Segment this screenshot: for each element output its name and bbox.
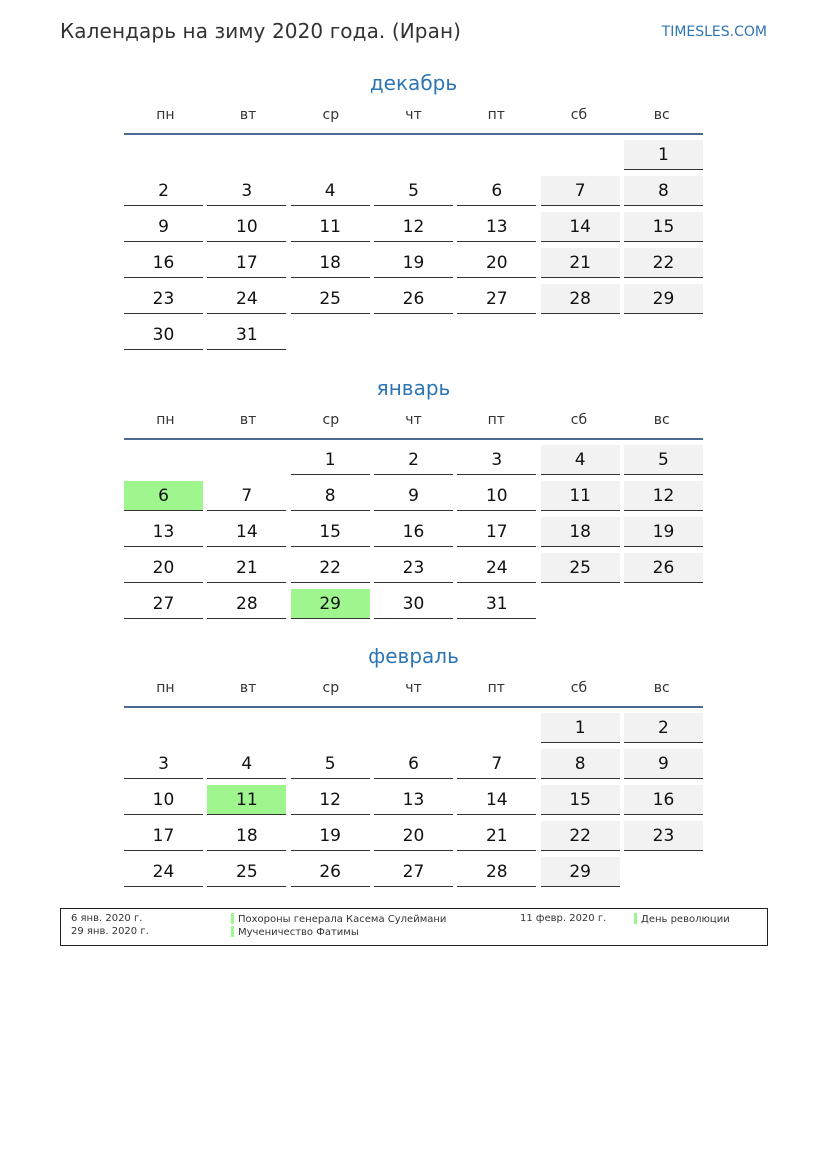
weekday-label: пн bbox=[156, 107, 175, 123]
day-cell: 4 bbox=[207, 749, 286, 779]
day-cell: 27 bbox=[124, 589, 203, 619]
day-cell: 10 bbox=[207, 212, 286, 242]
day-cell: 1 bbox=[624, 140, 703, 170]
legend-date: 6 янв. 2020 г. bbox=[71, 913, 143, 924]
weekday-label: пн bbox=[156, 412, 175, 428]
day-cell: 19 bbox=[624, 517, 703, 547]
day-cell: 2 bbox=[374, 445, 453, 475]
day-cell: 31 bbox=[457, 589, 536, 619]
weekday-label: вт bbox=[239, 107, 257, 123]
day-cell: 29 bbox=[541, 857, 620, 887]
day-cell: 22 bbox=[541, 821, 620, 851]
day-cell: 15 bbox=[624, 212, 703, 242]
day-cell: 18 bbox=[291, 248, 370, 278]
day-cell: 18 bbox=[207, 821, 286, 851]
day-cell: 26 bbox=[291, 857, 370, 887]
day-cell: 3 bbox=[457, 445, 536, 475]
empty-day-cell bbox=[374, 713, 453, 743]
legend-name-text: Мученичество Фатимы bbox=[238, 927, 359, 938]
day-cell: 1 bbox=[291, 445, 370, 475]
weekday-header bbox=[124, 410, 703, 430]
empty-day-cell bbox=[207, 713, 286, 743]
header-rule bbox=[124, 438, 703, 440]
legend-date: 11 февр. 2020 г. bbox=[520, 913, 607, 924]
month-title: декабрь bbox=[369, 71, 458, 95]
empty-day-cell bbox=[124, 140, 203, 170]
weekday-label: вт bbox=[239, 680, 257, 696]
day-cell: 7 bbox=[541, 176, 620, 206]
header-rule bbox=[124, 706, 703, 708]
day-cell: 5 bbox=[624, 445, 703, 475]
weekday-header bbox=[124, 105, 703, 125]
day-cell: 7 bbox=[457, 749, 536, 779]
empty-day-cell bbox=[457, 140, 536, 170]
empty-day-cell bbox=[541, 140, 620, 170]
weekday-label: вс bbox=[653, 107, 670, 123]
day-cell: 9 bbox=[374, 481, 453, 511]
weekday-label: пт bbox=[487, 680, 505, 696]
day-cell: 14 bbox=[541, 212, 620, 242]
day-cell: 23 bbox=[374, 553, 453, 583]
day-cell: 3 bbox=[124, 749, 203, 779]
day-cell: 4 bbox=[291, 176, 370, 206]
empty-day-cell bbox=[124, 445, 203, 475]
day-cell: 28 bbox=[541, 284, 620, 314]
empty-day-cell bbox=[207, 445, 286, 475]
weekday-label: ср bbox=[322, 412, 340, 428]
day-cell: 2 bbox=[624, 713, 703, 743]
weekday-label: ср bbox=[322, 107, 340, 123]
day-cell: 11 bbox=[541, 481, 620, 511]
day-cell: 10 bbox=[457, 481, 536, 511]
day-cell: 14 bbox=[457, 785, 536, 815]
day-cell: 6 bbox=[457, 176, 536, 206]
holiday-day-cell: 6 bbox=[124, 481, 203, 511]
day-cell: 13 bbox=[457, 212, 536, 242]
legend-name-text: Похороны генерала Касема Сулеймани bbox=[238, 914, 447, 925]
empty-day-cell bbox=[207, 140, 286, 170]
day-cell: 9 bbox=[124, 212, 203, 242]
day-cell: 19 bbox=[291, 821, 370, 851]
day-cell: 26 bbox=[624, 553, 703, 583]
day-cell: 5 bbox=[374, 176, 453, 206]
weekday-label: чт bbox=[405, 107, 422, 123]
day-cell: 12 bbox=[624, 481, 703, 511]
weekday-label: ср bbox=[322, 680, 340, 696]
day-cell: 25 bbox=[291, 284, 370, 314]
day-cell: 9 bbox=[624, 749, 703, 779]
day-grid bbox=[124, 140, 703, 350]
day-grid bbox=[124, 445, 703, 619]
day-cell: 4 bbox=[541, 445, 620, 475]
day-cell: 28 bbox=[457, 857, 536, 887]
holiday-day-cell: 11 bbox=[207, 785, 286, 815]
legend-name bbox=[231, 926, 359, 939]
day-cell: 27 bbox=[457, 284, 536, 314]
day-cell: 20 bbox=[374, 821, 453, 851]
weekday-label: сб bbox=[570, 412, 588, 428]
empty-day-cell bbox=[291, 713, 370, 743]
day-cell: 21 bbox=[457, 821, 536, 851]
day-cell: 24 bbox=[207, 284, 286, 314]
day-cell: 11 bbox=[291, 212, 370, 242]
day-cell: 6 bbox=[374, 749, 453, 779]
day-grid bbox=[124, 713, 703, 887]
day-cell: 21 bbox=[207, 553, 286, 583]
weekday-header bbox=[124, 678, 703, 698]
day-cell: 20 bbox=[124, 553, 203, 583]
empty-day-cell bbox=[291, 140, 370, 170]
weekday-label: пт bbox=[487, 107, 505, 123]
site-link[interactable]: TIMESLES.COM bbox=[661, 24, 767, 40]
day-cell: 5 bbox=[291, 749, 370, 779]
day-cell: 24 bbox=[124, 857, 203, 887]
day-cell: 31 bbox=[207, 320, 286, 350]
day-cell: 25 bbox=[541, 553, 620, 583]
day-cell: 30 bbox=[374, 589, 453, 619]
day-cell: 2 bbox=[124, 176, 203, 206]
day-cell: 20 bbox=[457, 248, 536, 278]
weekday-label: пт bbox=[487, 412, 505, 428]
legend-name bbox=[231, 913, 446, 926]
day-cell: 12 bbox=[291, 785, 370, 815]
legend-date: 29 янв. 2020 г. bbox=[71, 926, 149, 937]
weekday-label: вс bbox=[653, 680, 670, 696]
day-cell: 15 bbox=[541, 785, 620, 815]
month-december bbox=[124, 70, 703, 350]
day-cell: 16 bbox=[374, 517, 453, 547]
day-cell: 29 bbox=[624, 284, 703, 314]
day-cell: 8 bbox=[291, 481, 370, 511]
day-cell: 16 bbox=[624, 785, 703, 815]
day-cell: 3 bbox=[207, 176, 286, 206]
day-cell: 22 bbox=[624, 248, 703, 278]
day-cell: 1 bbox=[541, 713, 620, 743]
weekday-label: сб bbox=[570, 107, 588, 123]
month-title: февраль bbox=[368, 644, 459, 668]
day-cell: 10 bbox=[124, 785, 203, 815]
weekday-label: пн bbox=[156, 680, 175, 696]
day-cell: 17 bbox=[457, 517, 536, 547]
holiday-day-cell: 29 bbox=[291, 589, 370, 619]
holiday-legend bbox=[60, 908, 768, 946]
day-cell: 21 bbox=[541, 248, 620, 278]
weekday-label: чт bbox=[405, 680, 422, 696]
day-cell: 17 bbox=[124, 821, 203, 851]
legend-name bbox=[634, 913, 730, 926]
legend-name-text: День революции bbox=[641, 914, 730, 925]
weekday-label: вт bbox=[239, 412, 257, 428]
header-rule bbox=[124, 133, 703, 135]
day-cell: 16 bbox=[124, 248, 203, 278]
weekday-label: вс bbox=[653, 412, 670, 428]
day-cell: 23 bbox=[124, 284, 203, 314]
day-cell: 15 bbox=[291, 517, 370, 547]
day-cell: 13 bbox=[124, 517, 203, 547]
day-cell: 25 bbox=[207, 857, 286, 887]
day-cell: 24 bbox=[457, 553, 536, 583]
day-cell: 26 bbox=[374, 284, 453, 314]
day-cell: 28 bbox=[207, 589, 286, 619]
day-cell: 30 bbox=[124, 320, 203, 350]
month-title: январь bbox=[376, 376, 451, 400]
day-cell: 7 bbox=[207, 481, 286, 511]
month-february bbox=[124, 643, 703, 887]
weekday-label: чт bbox=[405, 412, 422, 428]
day-cell: 18 bbox=[541, 517, 620, 547]
day-cell: 12 bbox=[374, 212, 453, 242]
day-cell: 22 bbox=[291, 553, 370, 583]
holiday-marker bbox=[231, 926, 234, 937]
day-cell: 19 bbox=[374, 248, 453, 278]
weekday-label: сб bbox=[570, 680, 588, 696]
month-january bbox=[124, 375, 703, 619]
day-cell: 8 bbox=[624, 176, 703, 206]
empty-day-cell bbox=[374, 140, 453, 170]
holiday-marker bbox=[231, 913, 234, 924]
holiday-marker bbox=[634, 913, 637, 924]
day-cell: 23 bbox=[624, 821, 703, 851]
empty-day-cell bbox=[457, 713, 536, 743]
day-cell: 27 bbox=[374, 857, 453, 887]
day-cell: 17 bbox=[207, 248, 286, 278]
empty-day-cell bbox=[124, 713, 203, 743]
page-title: Календарь на зиму 2020 года. (Иран) bbox=[60, 19, 462, 43]
day-cell: 14 bbox=[207, 517, 286, 547]
day-cell: 13 bbox=[374, 785, 453, 815]
day-cell: 8 bbox=[541, 749, 620, 779]
